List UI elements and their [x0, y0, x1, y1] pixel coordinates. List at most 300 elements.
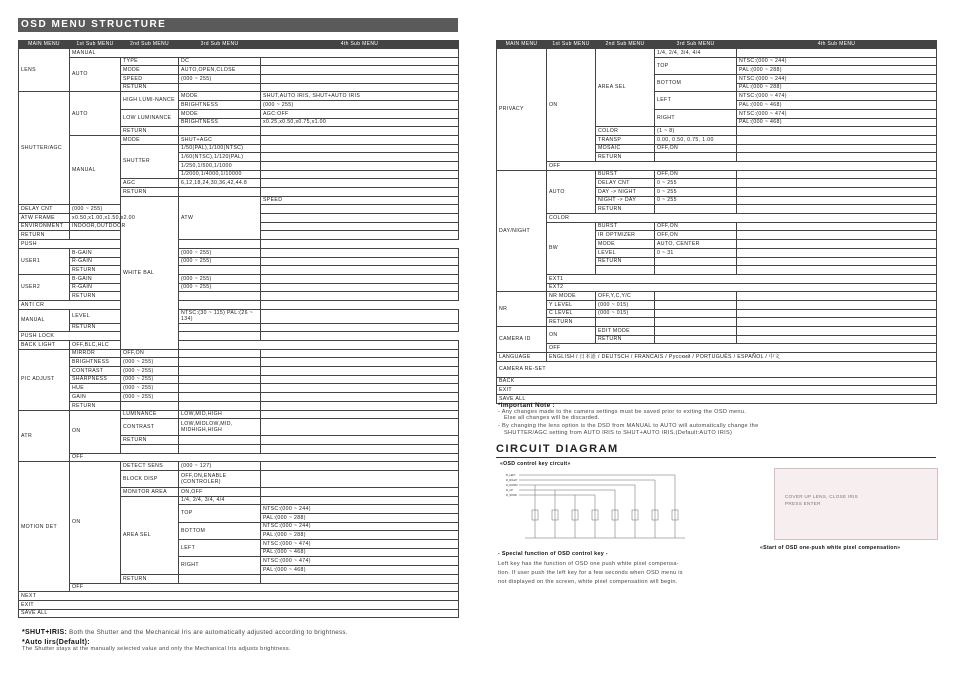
table-cell: EXIT [497, 386, 937, 395]
table-cell: LEFT [655, 92, 737, 109]
table-cell: INDOOR,OUTDOOR [70, 222, 121, 231]
table-cell: OFF,ON [121, 349, 179, 358]
table-row [19, 401, 459, 410]
table-cell: AUTO,OPEN,CLOSE [179, 66, 261, 75]
table-cell [737, 248, 937, 257]
header-cell: 2nd Sub MENU [121, 41, 179, 49]
table-cell: DAY/NIGHT [497, 170, 547, 292]
table-row [19, 375, 459, 384]
table-cell [179, 266, 261, 275]
table-cell: TOP [655, 57, 737, 74]
table-row [497, 377, 937, 386]
screen-caption: «Start of OSD one-push white pixel compensation» [760, 545, 901, 551]
table-cell: MOSAIC [596, 144, 655, 153]
table-row [19, 393, 459, 402]
table-cell: MOTION DET [19, 462, 70, 592]
table-header-row [19, 41, 459, 49]
table-cell: AUTO [70, 92, 121, 135]
table-cell: NTSC:(000 ~ 474) [261, 557, 459, 566]
table-cell: SPEED [261, 196, 459, 205]
table-cell: NTSC:(000 ~ 474) [737, 109, 937, 118]
table-cell [261, 205, 459, 214]
table-row [19, 349, 459, 358]
table-cell: OFF [547, 161, 937, 170]
table-row [19, 248, 459, 257]
table-row [497, 49, 937, 58]
table-cell: RETURN [596, 335, 655, 344]
table-cell: TOP [179, 505, 261, 522]
table-row [497, 222, 937, 231]
screen-line-2: PRESS ENTER [785, 501, 821, 506]
table-cell [737, 170, 937, 179]
table-row [497, 353, 937, 362]
table-cell [655, 292, 737, 301]
table-cell: (000 ~ 255) [179, 248, 261, 257]
table-cell: CONTRAST [70, 367, 121, 376]
table-cell: R-GAIN [70, 257, 121, 266]
table-cell: NTSC:(000 ~ 244) [737, 75, 937, 84]
table-cell: LEVEL [596, 248, 655, 257]
table-row [497, 300, 937, 309]
table-cell [70, 231, 121, 240]
table-cell: AREA SEL [121, 496, 179, 574]
table-cell: WHITE BAL [121, 196, 179, 349]
table-cell: DAY -> NIGHT [596, 188, 655, 197]
shut-iris-label: *SHUT+IRIS: [22, 629, 68, 636]
table-cell: PAL:(000 ~ 468) [737, 118, 937, 127]
table-cell: LEVEL [70, 309, 121, 323]
table-cell [179, 444, 261, 453]
table-cell: USER1 [19, 248, 70, 274]
table-cell [261, 57, 459, 66]
table-cell [261, 309, 459, 323]
table-cell [737, 49, 937, 58]
table-cell: x0.50,x1.00,x1.50,x2.00 [70, 214, 121, 223]
table-row [19, 92, 459, 101]
table-cell [655, 205, 737, 214]
table-cell: (000 ~ 255) [121, 358, 179, 367]
table-cell: ATW [179, 196, 261, 239]
table-cell: AGC:OFF [261, 109, 459, 118]
table-cell: R-GAIN [70, 283, 121, 292]
table-row [19, 266, 459, 275]
table-cell: 1/50(PAL),1/100(NTSC) [179, 144, 261, 153]
table-cell: GAIN [70, 393, 121, 402]
osd-menu-table-left [18, 40, 459, 618]
table-cell: OFF,ON,ENABLE (CONTROLER) [179, 470, 261, 487]
pin-label: R_DOWN [506, 484, 518, 487]
table-cell: AUTO [547, 170, 596, 213]
table-cell: EDIT MODE [596, 327, 655, 336]
special-function-line-2: tion. If user push the left key for a few seconds when OSD menu is [498, 570, 683, 576]
table-cell: OFF [70, 583, 459, 592]
table-cell: OFF,ON [655, 222, 737, 231]
table-cell: 0 ~ 255 [655, 179, 737, 188]
table-cell: NTSC:(000 ~ 244) [261, 505, 459, 514]
table-row [19, 592, 459, 601]
table-cell: 1/250,1/500,1/1000 [179, 161, 261, 170]
table-cell [737, 222, 937, 231]
table-cell: CONTRAST [121, 419, 179, 436]
table-cell [655, 153, 737, 162]
table-cell: TYPE [121, 57, 179, 66]
table-cell [179, 323, 261, 332]
table-cell [261, 323, 459, 332]
table-cell [737, 135, 937, 144]
table-row [497, 292, 937, 301]
pin-label: R_LEFT [506, 474, 516, 477]
header-cell: 2nd Sub MENU [596, 41, 655, 49]
table-cell: PAL:(000 ~ 288) [737, 66, 937, 75]
table-cell [655, 257, 737, 266]
table-cell: BRIGHTNESS [70, 358, 121, 367]
table-cell: (000 ~ 255) [179, 274, 261, 283]
table-row [497, 170, 937, 179]
table-cell [655, 309, 737, 318]
table-row [19, 309, 459, 323]
table-cell: (000 ~ 255) [179, 75, 261, 84]
table-cell: 0.00, 0.50, 0.75, 1.00 [655, 135, 737, 144]
table-cell: NR [497, 292, 547, 327]
table-cell [179, 292, 261, 301]
shut-iris-text: Both the Shutter and the Mechanical Iris are automatically adjusted according to brightness. [69, 629, 348, 636]
table-cell [737, 266, 937, 275]
table-cell: OFF,BLC,HLC [70, 341, 459, 350]
table-cell: 1/4, 2/4, 3/4, 4/4 [655, 49, 737, 58]
table-row [497, 161, 937, 170]
table-cell: PAL:(000 ~ 288) [261, 514, 459, 523]
table-row [497, 327, 937, 336]
table-cell [261, 231, 459, 240]
white-pixel-compensation-screen [774, 468, 938, 540]
table-cell: NTSC:(000 ~ 474) [261, 540, 459, 549]
table-cell: (000 ~ 255) [179, 283, 261, 292]
table-cell [261, 574, 459, 583]
table-cell [179, 127, 261, 136]
table-cell: RIGHT [655, 109, 737, 126]
table-row [19, 341, 459, 350]
table-cell: HUE [70, 384, 121, 393]
table-row [497, 361, 937, 377]
table-row [497, 318, 937, 327]
table-cell: ATR [19, 410, 70, 462]
table-cell: ON [70, 462, 121, 583]
table-cell [261, 401, 459, 410]
circuit-caption: «OSD control key circuit» [500, 461, 571, 467]
table-cell: PUSH LOCK [19, 332, 261, 341]
table-cell: LANGUAGE [497, 353, 547, 362]
table-cell [261, 75, 459, 84]
table-cell: 0 ~ 31 [655, 248, 737, 257]
table-cell: RETURN [70, 323, 121, 332]
table-cell [737, 205, 937, 214]
table-cell: LOW,MID,HIGH [179, 410, 261, 419]
table-cell [179, 401, 261, 410]
table-cell [179, 384, 261, 393]
table-cell: COLOR [547, 214, 937, 223]
table-cell [261, 419, 459, 436]
table-cell [737, 318, 937, 327]
table-cell: CAMERA RE-SET [497, 361, 937, 377]
table-cell [261, 153, 459, 162]
table-cell: ANTI CR [19, 300, 261, 309]
table-cell: (000 ~ 255) [121, 393, 179, 402]
table-cell: 1/4, 2/4, 3/4, 4/4 [179, 496, 261, 505]
table-cell [261, 283, 459, 292]
header-cell: 4th Sub MENU [737, 41, 937, 49]
table-cell: 1/2000,1/4000,1/10000 [179, 170, 261, 179]
table-cell [261, 135, 459, 144]
table-row [19, 600, 459, 609]
table-cell [261, 349, 459, 358]
table-cell: BACK [497, 377, 937, 386]
table-cell: RETURN [547, 318, 596, 327]
table-cell [737, 144, 937, 153]
circuit-diagram-title: CIRCUIT DIAGRAM [496, 443, 936, 458]
table-row [19, 135, 459, 144]
table-cell: MANUAL [70, 49, 459, 58]
table-cell [737, 257, 937, 266]
table-cell [655, 327, 737, 336]
table-cell: CAMERA ID [497, 327, 547, 353]
table-cell: BRIGHTNESS [179, 101, 261, 110]
table-cell: TRANSP [596, 135, 655, 144]
table-cell: ON [547, 49, 596, 162]
table-cell [737, 196, 937, 205]
table-row [19, 323, 459, 332]
important-note-1: - Any changes made to the camera settings must be saved prior to exiting the OSD menu. [498, 409, 747, 415]
table-cell: ON [70, 410, 121, 453]
table-cell [261, 410, 459, 419]
important-note-title: *Important Note : [498, 402, 555, 409]
table-row [19, 583, 459, 592]
table-cell [261, 274, 459, 283]
header-cell: MAIN MENU [497, 41, 547, 49]
table-cell: BURST [596, 170, 655, 179]
osd-menu-table-right [496, 40, 937, 404]
table-row [497, 344, 937, 353]
table-cell: MODE [179, 109, 261, 118]
table-row [497, 283, 937, 292]
table-cell: LOW,MIDLOW,MID, MIDHIGH,HIGH [179, 419, 261, 436]
table-cell: RETURN [121, 127, 179, 136]
table-cell [596, 266, 655, 275]
table-row [19, 292, 459, 301]
table-cell: NTSC:(30 ~ 115) PAL:(26 ~ 134) [179, 309, 261, 323]
table-cell [261, 83, 459, 92]
table-cell [737, 188, 937, 197]
table-cell: B-GAIN [70, 274, 121, 283]
table-cell: RETURN [596, 153, 655, 162]
table-row [19, 283, 459, 292]
table-cell: MODE [179, 92, 261, 101]
table-cell: SHUT+AGC [179, 135, 261, 144]
table-cell: MODE [121, 66, 179, 75]
table-cell [179, 574, 261, 583]
table-cell [655, 318, 737, 327]
table-cell [655, 266, 737, 275]
table-cell: DELAY CNT [596, 179, 655, 188]
table-cell [261, 66, 459, 75]
table-cell: MANUAL [19, 309, 70, 332]
table-cell [261, 367, 459, 376]
important-note-1b: Else all changes will be discarded. [504, 415, 600, 421]
table-cell [737, 292, 937, 301]
table-cell: PAL:(000 ~ 468) [261, 548, 459, 557]
table-cell [261, 436, 459, 445]
table-cell: OFF,ON [655, 170, 737, 179]
table-cell: BOTTOM [179, 522, 261, 539]
table-cell: COLOR [596, 127, 655, 136]
table-row [497, 386, 937, 395]
table-cell: Y LEVEL [547, 300, 596, 309]
table-cell: PAL:(000 ~ 288) [737, 83, 937, 92]
table-row [19, 453, 459, 462]
header-cell: 1st Sub MENU [547, 41, 596, 49]
pin-label: R_SOND [506, 494, 517, 497]
table-cell [261, 384, 459, 393]
special-function-line-3: not displayed on the screen, white pixel compensation will begin. [498, 579, 678, 585]
table-cell: SHUT,AUTO IRIS, SHUT+AUTO IRIS [261, 92, 459, 101]
table-cell: 1/60(NTSC),1/120(PAL) [179, 153, 261, 162]
table-cell: RETURN [70, 266, 121, 275]
table-cell [261, 393, 459, 402]
table-header-row [497, 41, 937, 49]
table-cell: RETURN [596, 205, 655, 214]
table-row [19, 274, 459, 283]
table-cell: OFF,ON [655, 144, 737, 153]
auto-iris-label: *Auto Iirs(Default): [22, 639, 90, 646]
table-cell: PAL:(000 ~ 288) [261, 531, 459, 540]
table-cell: ENVIRONMENT [19, 222, 70, 231]
table-cell: RETURN [121, 574, 179, 583]
table-cell [179, 349, 261, 358]
important-note-2: - By changing the lens option is the DSD from MANUAL to AUTO will automatically change the [498, 423, 759, 429]
table-cell: SHUTTER/AGC [19, 92, 70, 205]
table-row [19, 410, 459, 419]
table-cell: DELAY CNT [19, 205, 70, 214]
table-cell: NTSC:(000 ~ 474) [737, 92, 937, 101]
table-cell: SPEED [121, 75, 179, 84]
special-function-line-1: Left key has the function of OSD one push white pixel compensa- [498, 561, 679, 567]
auto-iris-text: The Shutter stays at the manually selected value and only the Mechanical Iris adjusts brightness. [22, 646, 291, 652]
table-cell: BACK LIGHT [19, 341, 70, 350]
table-cell: RIGHT [179, 557, 261, 574]
table-row [19, 384, 459, 393]
table-cell: (000 ~ 015) [596, 300, 655, 309]
table-cell: (000 ~ 255) [121, 384, 179, 393]
table-cell: PAL:(000 ~ 468) [261, 566, 459, 575]
header-cell: 3rd Sub MENU [655, 41, 737, 49]
table-cell: OFF,Y,C,Y/C [596, 292, 655, 301]
table-cell: LEFT [179, 540, 261, 557]
table-cell [596, 318, 655, 327]
table-cell: MIRROR [70, 349, 121, 358]
table-cell: BOTTOM [655, 75, 737, 92]
table-row [497, 309, 937, 318]
table-cell [655, 335, 737, 344]
table-cell: 0 ~ 255 [655, 196, 737, 205]
table-cell: MANUAL [70, 135, 121, 205]
table-cell: BRIGHTNESS [179, 118, 261, 127]
table-cell: LOW LUMINANCE [121, 109, 179, 126]
table-cell [261, 248, 459, 257]
osd-menu-title: OSD MENU STRUCTURE [18, 18, 458, 32]
table-cell: SAVE ALL [497, 395, 937, 404]
table-row [19, 49, 459, 58]
table-cell: BURST [596, 222, 655, 231]
pin-label: R_UP [506, 489, 513, 492]
pin-label: R_RIGHT [506, 479, 518, 482]
header-cell: 1st Sub MENU [70, 41, 121, 49]
table-cell: ATW FRAME [19, 214, 70, 223]
table-cell [261, 170, 459, 179]
table-row [497, 395, 937, 404]
table-cell [655, 300, 737, 309]
table-row [19, 300, 459, 309]
table-cell: HIGH LUMI-NANCE [121, 92, 179, 109]
table-cell: C LEVEL [547, 309, 596, 318]
table-row [19, 358, 459, 367]
table-cell: (000 ~ 255) [121, 375, 179, 384]
osd-key-circuit-diagram [505, 470, 695, 546]
table-row [19, 462, 459, 471]
table-cell [737, 179, 937, 188]
table-cell: BLOCK DISP [121, 470, 179, 487]
table-row [19, 367, 459, 376]
table-cell: AGC [121, 179, 179, 188]
table-cell: OFF,ON [655, 231, 737, 240]
table-cell [261, 496, 459, 505]
table-cell: MODE [121, 135, 179, 144]
table-cell: RETURN [121, 436, 179, 445]
table-cell: (000 ~ 255) [70, 205, 121, 214]
table-cell: NR MODE [547, 292, 596, 301]
table-cell: MONITOR AREA [121, 487, 179, 496]
table-cell [737, 240, 937, 249]
table-cell: x0.25,x0.50,x0.75,x1.00 [261, 118, 459, 127]
table-cell: NIGHT -> DAY [596, 196, 655, 205]
table-cell [261, 444, 459, 453]
table-cell [179, 436, 261, 445]
table-cell [261, 188, 459, 197]
table-cell [261, 487, 459, 496]
table-cell [737, 335, 937, 344]
table-cell: USER2 [19, 274, 70, 300]
special-function-title: - Special function of OSD control key - [498, 551, 608, 557]
table-cell [179, 83, 261, 92]
table-row [19, 609, 459, 618]
table-cell: ENGLISH / 日本語 / DEUTSCH / FRANCAIS / Русский / PORTUGUÊS / ESPAÑOL / 中文 [547, 353, 937, 362]
table-cell [737, 231, 937, 240]
table-cell: RETURN [121, 83, 179, 92]
table-cell: PUSH [19, 240, 261, 249]
header-cell: 3rd Sub MENU [179, 41, 261, 49]
table-cell: SHARPNESS [70, 375, 121, 384]
table-cell: AUTO [70, 57, 121, 92]
table-cell: PAL:(000 ~ 468) [737, 101, 937, 110]
table-cell [261, 257, 459, 266]
table-cell [261, 161, 459, 170]
table-cell: MODE [596, 240, 655, 249]
important-note-2b: SHUTTER/AGC setting from AUTO IRIS to SHUT+AUTO IRIS.(Default:AUTO IRIS) [504, 430, 733, 436]
table-cell: OFF [70, 453, 459, 462]
table-cell: RETURN [70, 292, 121, 301]
table-cell: EXT1 [547, 274, 937, 283]
table-cell [737, 327, 937, 336]
table-cell: (000 ~ 127) [179, 462, 261, 471]
screen-line-1: COVER UP LENS, CLOSE IRIS [785, 494, 859, 499]
